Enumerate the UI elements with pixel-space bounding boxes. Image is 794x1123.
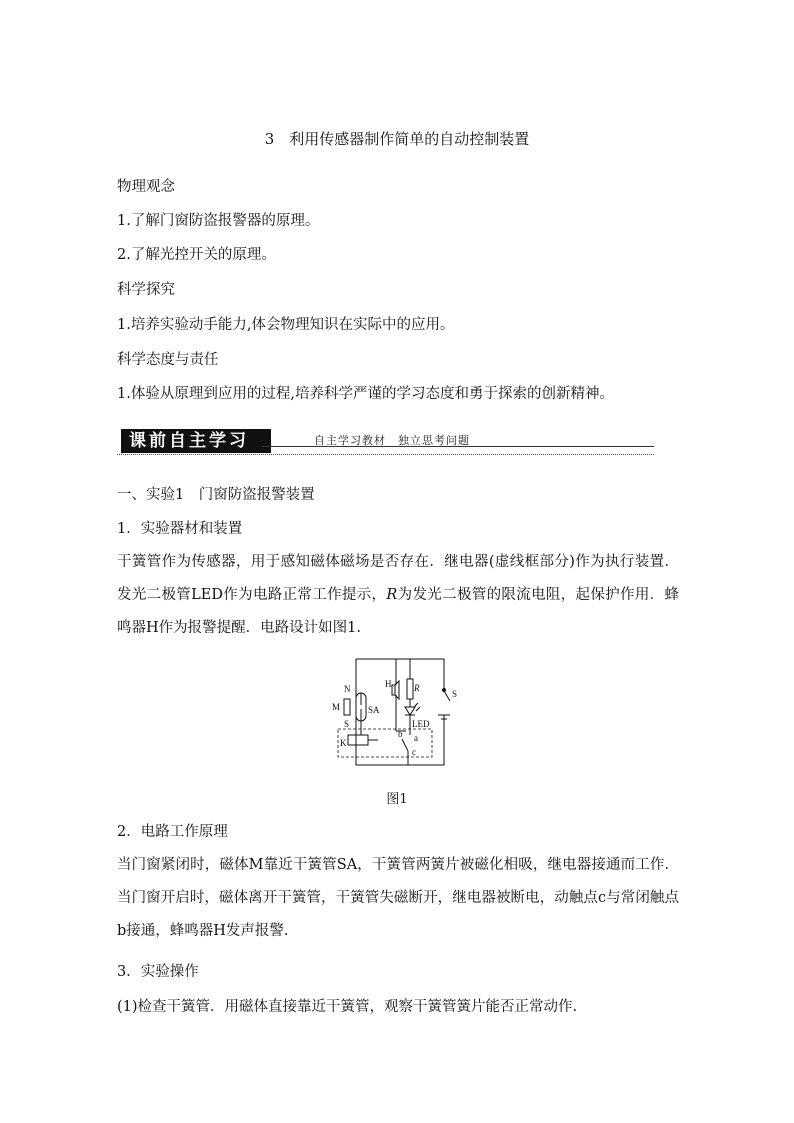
paragraph-apparatus: 干簧管作为传感器，用于感知磁体磁场是否存在．继电器(虚线框部分)作为执行装置．发光二极管LED作为电路正常工作提示，R为发光二极管的限流电阻，起保护作用．蜂鸣器H作为报警提醒．电路设计如图1.	[117, 554, 680, 636]
label-b: b	[398, 729, 403, 739]
objective-item: 1.体验从原理到应用的过程,培养科学严谨的学习态度和勇于探索的创新精神。	[117, 386, 614, 402]
label-a: a	[414, 733, 418, 743]
circuit-diagram	[326, 655, 466, 779]
subsection-heading: 3．实验操作	[117, 964, 199, 980]
objective-item: 2.了解光控开关的原理。	[117, 247, 276, 263]
label-N: N	[344, 684, 351, 694]
subsection-heading: 1．实验器材和装置	[117, 521, 243, 537]
section-heading: 一、实验1 门窗防盗报警装置	[117, 487, 315, 503]
label-M: M	[332, 702, 341, 712]
banner-bar	[257, 429, 261, 453]
banner-subtitle: 自主学习教材 独立思考问题	[314, 434, 470, 447]
label-S-pole: S	[344, 719, 350, 729]
label-LED: LED	[412, 719, 430, 729]
banner-dotted-rule	[117, 454, 654, 455]
label-S-switch: S	[452, 689, 458, 699]
objective-heading-inquiry: 科学探究	[117, 282, 175, 298]
objective-item: 1.了解门窗防盗报警器的原理。	[117, 213, 320, 229]
operation-step: (1)检查干簧管．用磁体直接靠近干簧管，观察干簧管簧片能否正常动作.	[117, 999, 578, 1015]
label-R: R	[414, 683, 420, 693]
label-c: c	[412, 747, 416, 757]
figure-caption: 图1	[386, 792, 408, 807]
objective-item: 1.培养实验动手能力,体会物理知识在实际中的应用。	[117, 317, 455, 333]
label-K: K	[340, 738, 347, 748]
objective-heading-physics: 物理观念	[117, 179, 175, 195]
paragraph-principle: 当门窗紧闭时，磁体M靠近干簧管SA，干簧管两簧片被磁化相吸，继电器接通而工作．当门窗开启时，磁体离开干簧管，干簧管失磁断开，继电器被断电，动触点c与常闭触点b接通，蜂鸣器H发声报警.	[117, 857, 679, 939]
label-H: H	[385, 679, 392, 689]
section-banner	[117, 428, 654, 454]
subsection-heading: 2．电路工作原理	[117, 824, 228, 840]
page-title: 3 利用传感器制作简单的自动控制装置	[264, 130, 530, 148]
objective-heading-attitude: 科学态度与责任	[117, 352, 219, 368]
label-SA: SA	[368, 705, 380, 715]
banner-label: 课前自主学习	[121, 429, 271, 453]
